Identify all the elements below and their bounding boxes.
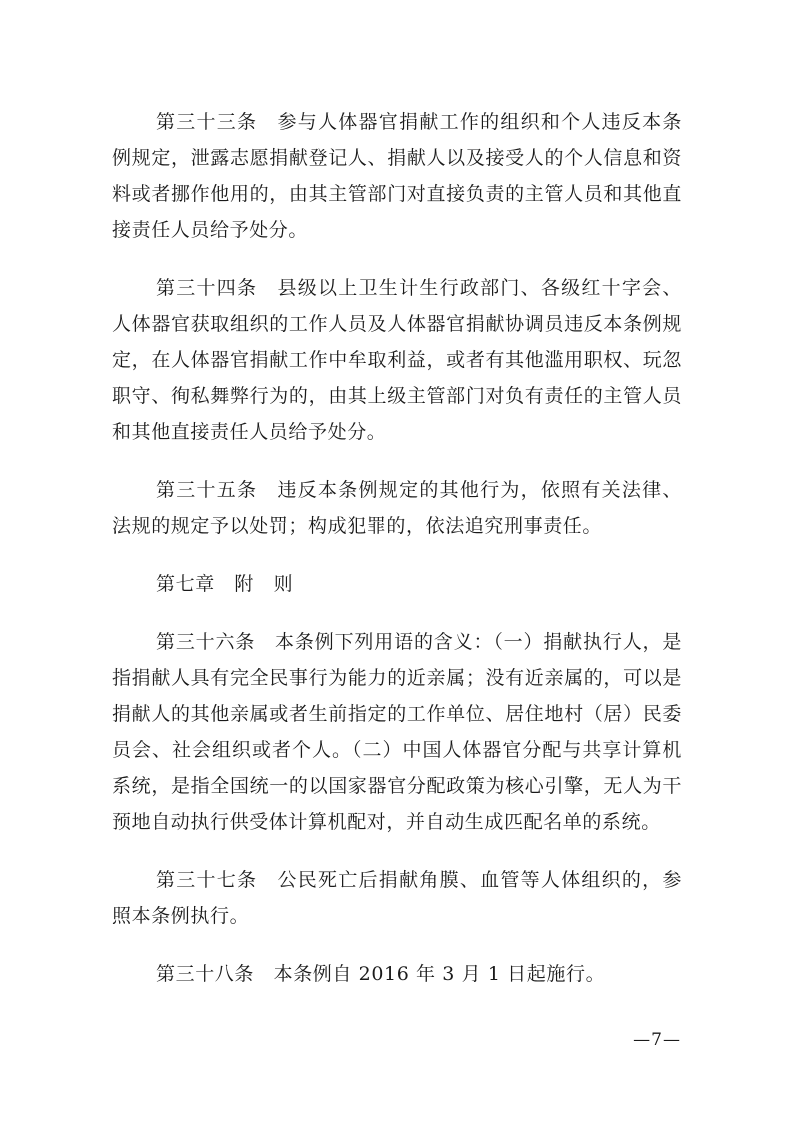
article-33: 第三十三条 参与人体器官捐献工作的组织和个人违反本条例规定，泄露志愿捐献登记人、捐献人以及接受人的个人信息和资料或者挪作他用的，由其主管部门对直接负责的主管人员和其他直接责任人员给予处分。 (112, 111, 682, 241)
article-36: 第三十六条 本条例下列用语的含义：（一）捐献执行人，是指捐献人具有完全民事行为能力的近亲属；没有近亲属的，可以是捐献人的其他亲属或者生前指定的工作单位、居住地村（居）民委员会、社会组织或者个人。（二）中国人体器官分配与共享计算机系统，是指全国统一的以国家器官分配政策为核心引擎，无人为干预地自动执行供受体计算机配对，并自动生成匹配名单的系统。 (112, 631, 682, 833)
article-35: 第三十五条 违反本条例规定的其他行为，依照有关法律、法规的规定予以处罚；构成犯罪的，依法追究刑事责任。 (112, 479, 682, 537)
article-34: 第三十四条 县级以上卫生计生行政部门、各级红十字会、人体器官获取组织的工作人员及人体器官捐献协调员违反本条例规定，在人体器官捐献工作中牟取利益，或者有其他滥用职权、玩忽职守、徇私舞弊行为的，由其上级主管部门对负有责任的主管人员和其他直接责任人员给予处分。 (112, 277, 682, 443)
chapter-heading: 第七章 附 则 (156, 573, 294, 595)
article-37: 第三十七条 公民死亡后捐献角膜、血管等人体组织的，参照本条例执行。 (112, 869, 682, 927)
article-38: 第三十八条 本条例自 2016 年 3 月 1 日起施行。 (156, 963, 606, 985)
document-body (112, 104, 682, 1014)
page-number: —7— (633, 1030, 681, 1050)
